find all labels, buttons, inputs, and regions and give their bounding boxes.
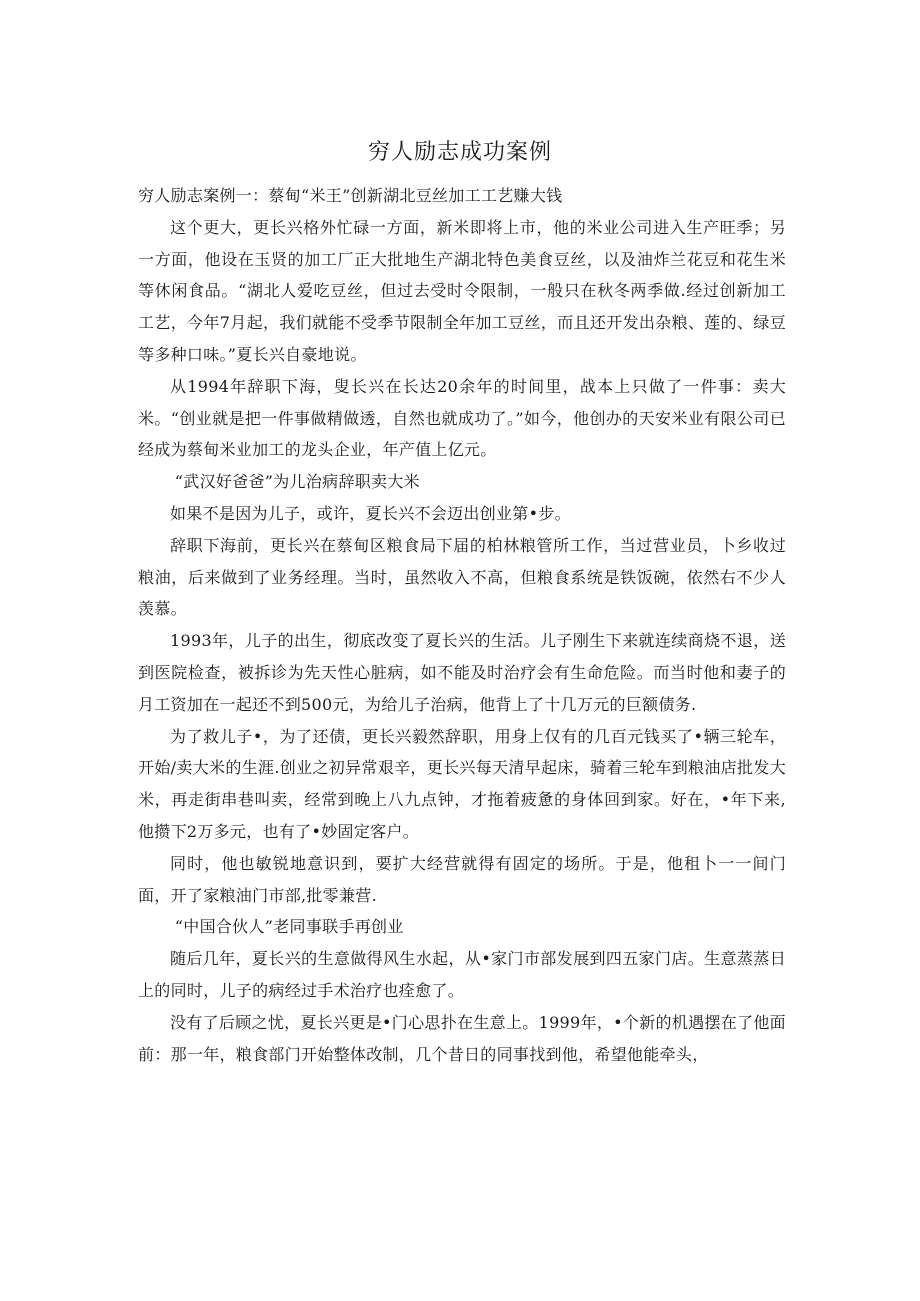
body-paragraph: 如果不是因为儿子，或许，夏长兴不会迈出创业第•步。 <box>170 503 571 523</box>
body-paragraph: 1993年，儿子的出生，彻底改变了夏长兴的生活。儿子刚生下来就连续商烧不退，送到医院检查，被拆诊为先天性心脏病，如不能及时治疗会有生命危险。而当时他和妻子的月工资加在一起还不到500元，为给儿子治病，他背上了十几万元的巨额债务. <box>138 631 786 714</box>
section-heading: “武汉好爸爸”为儿治病辞职卖大米 <box>174 472 420 492</box>
body-paragraph: 同时，他也敏锐地意识到，要扩大经营就得有固定的场所。于是，他租卜一一间门面，开了家粮油门市部,批零兼营. <box>138 853 786 905</box>
section-heading: “中国合伙人”老同事联手再创业 <box>174 917 404 937</box>
body-paragraph: 没有了后顾之忧，夏长兴更是•门心思扑在生意上。1999年，•个新的机遇摆在了他面前：那一年，粮食部门开始整体改制，几个昔日的同事找到他，希望他能牵头， <box>138 1012 786 1064</box>
document-title: 穷人励志成功案例 <box>367 140 552 165</box>
case-heading: 穷人励志案例一：蔡甸“米王”创新湖北豆丝加工工艺赚大钱 <box>138 186 563 205</box>
body-paragraph: 随后几年，夏长兴的生意做得风生水起，从•家门市部发展到四五家门店。生意蒸蒸日上的同时，儿子的病经过手术治疗也痊愈了。 <box>138 949 786 1000</box>
body-paragraph: 这个更大，更长兴格外忙碌一方面，新米即将上市，他的米业公司进入生产旺季；另一方面，他设在玉贤的加工厂正大批地生产湖北特色美食豆丝，以及油炸兰花豆和花生米等休闲食品。“湖北人爱吃豆丝，但过去受时令限制，一般只在秋冬两季做.经过创新加工工艺，今年7月起，我们就能不受季节限制全年加工豆丝，而且还开发出杂粮、莲的、绿豆等多种口味。”夏长兴自豪地说。 <box>138 217 786 364</box>
body-paragraph: 为了救儿子•，为了还债，更长兴毅然辞职，用身上仅有的几百元钱买了•辆三轮车，开始/卖大米的生涯.创业之初异常艰辛，更长兴每天清早起床，骑着三轮车到粮油店批发大米，再走街串巷叫卖，经常到晚上八九点钟，才拖着疲惫的身体回到家。好在，•年下来,他攒下2万多元，也有了•妙固定客户。 <box>138 726 786 841</box>
body-paragraph: 辞职下海前，更长兴在蔡甸区粮食局下届的柏林粮管所工作，当过营业员，卜乡收过粮油，后来做到了业务经理。当时，虽然收入不高，但粮食系统是铁饭碗，依然右不少人羡慕。 <box>138 535 786 619</box>
document-body <box>138 180 786 1070</box>
body-paragraph: 从1994年辞职下海，叟长兴在长达20余年的时间里，战本上只做了一件事：卖大米。“创业就是把一件事做精做透，自然也就成功了。”如今，他创办的天安米业有限公司已经成为蔡甸米业加工的龙头企业，年产值上亿元。 <box>138 376 786 460</box>
